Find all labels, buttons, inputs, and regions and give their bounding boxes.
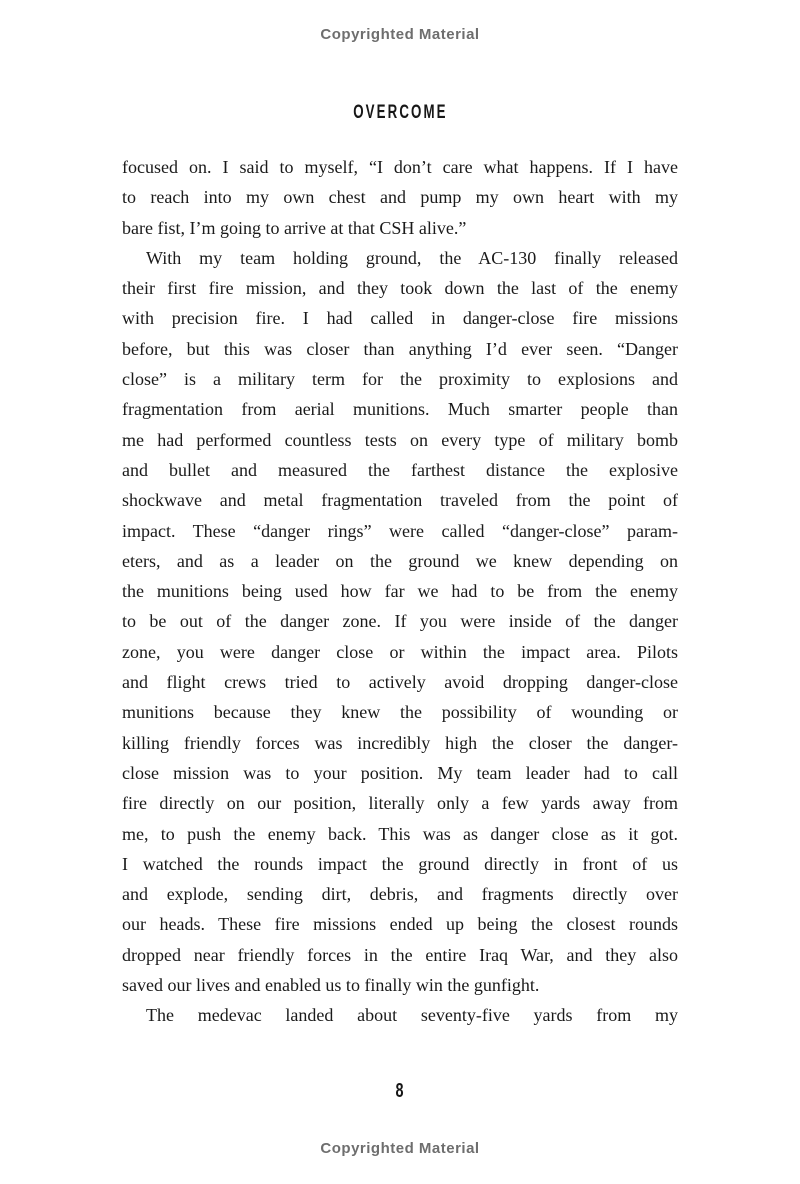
text-line: fire directly on our position, literally only a few yards away from xyxy=(122,793,678,814)
text-line: focused on. I said to myself, “I don’t care what happens. If I have xyxy=(122,157,678,177)
running-head xyxy=(0,102,800,124)
text-line: close mission was to your position. My team leader had to call xyxy=(122,762,678,783)
copyright-notice-top: Copyrighted Material xyxy=(320,26,480,43)
text-line: dropped near friendly forces in the entire Iraq War, and they also xyxy=(122,944,678,965)
text-line: and bullet and measured the farthest distance the explosive xyxy=(122,459,678,480)
text-line: impact. These “danger rings” were called “danger-close” param- xyxy=(122,520,678,541)
text-line: with precision fire. I had called in danger-close fire missions xyxy=(122,308,678,329)
text-line: shockwave and metal fragmentation traveled from the point of xyxy=(122,490,678,511)
text-line: saved our lives and enabled us to finally win the gunfight. xyxy=(122,975,540,996)
text-line: close” is a military term for the proximity to explosions and xyxy=(122,369,678,390)
text-line: and explode, sending dirt, debris, and fragments directly over xyxy=(122,884,678,905)
text-line: before, but this was closer than anything I’d ever seen. “Danger xyxy=(122,338,678,359)
chapter-title: OVERCOME xyxy=(352,102,448,123)
text-line: munitions because they knew the possibility of wounding or xyxy=(122,702,678,723)
text-line: With my team holding ground, the AC-130 finally released xyxy=(146,247,678,268)
text-line: eters, and as a leader on the ground we knew depending on xyxy=(122,550,678,571)
text-line: zone, you were danger close or within the impact area. Pilots xyxy=(122,641,678,662)
text-line: our heads. These fire missions ended up being the closest rounds xyxy=(122,914,678,935)
text-line: to reach into my own chest and pump my own heart with my xyxy=(122,187,678,208)
text-line: The medevac landed about seventy-five yards from my xyxy=(146,1005,678,1026)
body-text xyxy=(122,152,678,1031)
text-line: I watched the rounds impact the ground directly in front of us xyxy=(122,853,678,874)
text-line: killing friendly forces was incredibly high the closer the danger- xyxy=(122,732,678,753)
copyright-notice-bottom: Copyrighted Material xyxy=(320,1140,480,1157)
text-line: me, to push the enemy back. This was as danger close as it got. xyxy=(122,823,678,844)
page-number-value: 8 xyxy=(395,1080,405,1102)
text-line: and flight crews tried to actively avoid dropping danger-close xyxy=(122,672,678,693)
page-number xyxy=(0,1080,800,1103)
text-line: fragmentation from aerial munitions. Much smarter people than xyxy=(122,399,678,420)
text-line: to be out of the danger zone. If you were inside of the danger xyxy=(122,611,678,632)
text-line: the munitions being used how far we had to be from the enemy xyxy=(122,581,678,602)
text-line: their first fire mission, and they took down the last of the enemy xyxy=(122,278,678,299)
text-line: me had performed countless tests on every type of military bomb xyxy=(122,429,678,450)
text-line: bare fist, I’m going to arrive at that CSH alive.” xyxy=(122,217,467,238)
